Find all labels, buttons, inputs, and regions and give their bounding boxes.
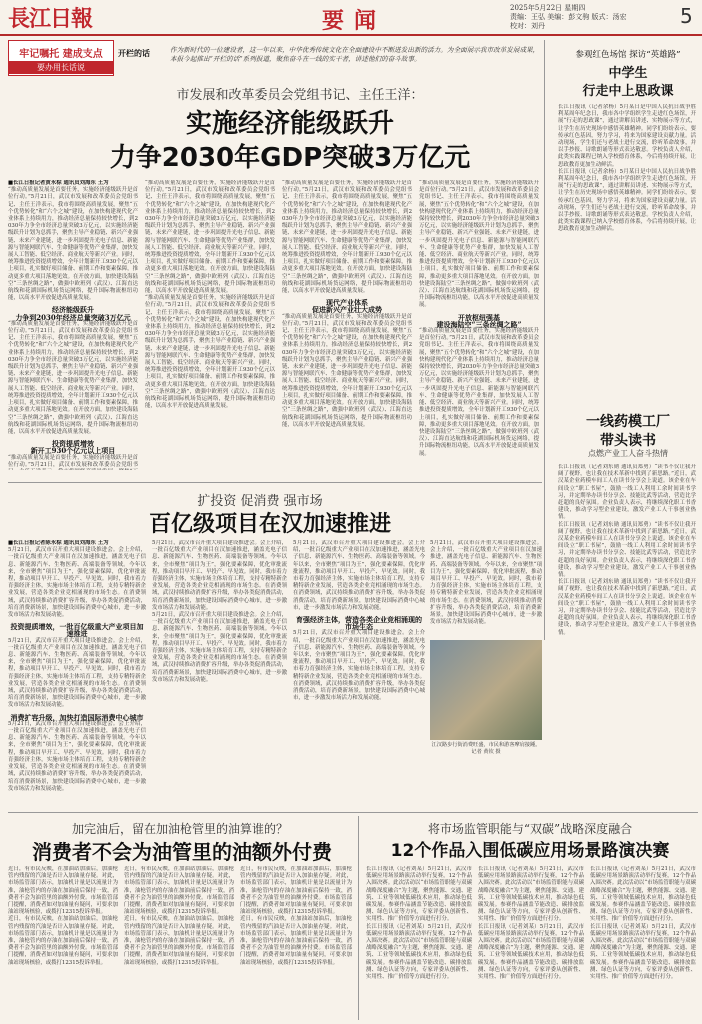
bottom-right-col-1 bbox=[366, 866, 472, 1018]
second-body-4: 5月21日，武汉市召开重大项目建设推进会。会上介绍，一批百亿级重大产业项目在汉加速推进，涵盖光电子信息、新能源汽车、生物医药、高端装备等领域。今年以来，全市聚焦“项目为王”，强化要素保障，优化审批流程，推动项目早开工、早投产、早见效。同时，我市着力育强经济主体，实施市场主体培育工程，支持专精特新企业发展，营造各类企业竞相涌现的市场生态。在消费领域，武汉持续推动消费扩容升级，举办各类促消费活动，培育消费新场景，加快建设国际消费中心城市，进一步激发市场活力和发展动能。 bbox=[430, 540, 542, 626]
street-photo bbox=[430, 640, 542, 740]
lead-body-4b: “推动高质量发展是首要任务，实施经济能级跃升是首位行动。”5月21日，武汉市发展和改革委员会党组书记、主任王洋表示，我市将围绕高质量发展，聚焦“五个优势转化”和“六个之城”建设，在加快构建现代化产业体系上持续用力，推动经济总量保持较快增长，到2030年力争全市经济总量突破3万亿元，以实施经济能级跃升计划为总抓手，聚焦主导产业稳链、新兴产业强链、未来产业建链，进一步巩固提升光电子信息、新能源与智能网联汽车、生命健康等优势产业集群，加快发展人工智能、低空经济、商业航天等新兴产业。同时，统筹推进投资提质增效，全年计划新开工930个亿元以上项目，扎实做好项目储备、前期工作和要素保障，推动更多重大项目落地见效。在开放方面，加快建设海陆空“三条丝绸之路”，做强中欧班列（武汉）、江海直达航线和花湖国际机场货运网络，提升国际物流枢纽功能，以高水平开放促进高质量发展。 bbox=[419, 328, 539, 457]
second-column-3 bbox=[293, 540, 425, 810]
date-info bbox=[510, 4, 626, 31]
lead-body-1: “推动高质量发展是首要任务，实施经济能级跃升是首位行动。”5月21日，武汉市发展和改革委员会党组书记、主任王洋表示，我市将围绕高质量发展，聚焦“五个优势转化”和“六个之城”建设，在加快构建现代化产业体系上持续用力，推动经济总量保持较快增长，到2030年力争全市经济总量突破3万亿元，以实施经济能级跃升计划为总抓手，聚焦主导产业稳链、新兴产业强链、未来产业建链，进一步巩固提升光电子信息、新能源与智能网联汽车、生命健康等优势产业集群，加快发展人工智能、低空经济、商业航天等新兴产业。同时，统筹推进投资提质增效，全年计划新开工930个亿元以上项目，扎实做好项目储备、前期工作和要素保障，推动更多重大项目落地见效。在开放方面，加快建设海陆空“三条丝绸之路”，做强中欧班列（武汉）、江海直达航线和花湖国际机场货运网络，提升国际物流枢纽功能，以高水平开放促进高质量发展。 bbox=[8, 187, 138, 302]
second-body-3: 5月21日，武汉市召开重大项目建设推进会。会上介绍，一批百亿级重大产业项目在汉加速推进，涵盖光电子信息、新能源汽车、生物医药、高端装备等领域。今年以来，全市聚焦“项目为王”，强化要素保障，优化审批流程，推动项目早开工、早投产、早见效。同时，我市着力育强经济主体，实施市场主体培育工程，支持专精特新企业发展，营造各类企业竞相涌现的市场生态。在消费领域，武汉持续推动消费扩容升级，举办各类促消费活动，培育消费新场景，加快建设国际消费中心城市，进一步激发市场活力和发展动能。 bbox=[293, 540, 425, 611]
lead-body-3: “推动高质量发展是首要任务，实施经济能级跃升是首位行动。”5月21日，武汉市发展和改革委员会党组书记、主任王洋表示，我市将围绕高质量发展，聚焦“五个优势转化”和“六个之城”建设，在加快构建现代化产业体系上持续用力，推动经济总量保持较快增长，到2030年力争全市经济总量突破3万亿元，以实施经济能级跃升计划为总抓手，聚焦主导产业稳链、新兴产业强链、未来产业建链，进一步巩固提升光电子信息、新能源与智能网联汽车、生命健康等优势产业集群，加快发展人工智能、低空经济、商业航天等新兴产业。同时，统筹推进投资提质增效，全年计划新开工930个亿元以上项目，扎实做好项目储备、前期工作和要素保障，推动更多重大项目落地见效。在开放方面，加快建设海陆空“三条丝绸之路”，做强中欧班列（武汉）、江海直达航线和花湖国际机场货运网络，提升国际物流枢纽功能，以高水平开放促进高质量发展。 bbox=[282, 180, 412, 295]
newspaper-logo: 長江日報 bbox=[8, 6, 93, 32]
lead-body-1b: “推动高质量发展是首要任务，实施经济能级跃升是首位行动。”5月21日，武汉市发展和改革委员会党组书记、主任王洋表示，我市将围绕高质量发展，聚焦“五个优势转化”和“六个之城”建设，在加快构建现代化产业体系上持续用力，推动经济总量保持较快增长，到2030年力争全市经济总量突破3万亿元，以实施经济能级跃升计划为总抓手，聚焦主导产业稳链、新兴产业强链、未来产业建链，进一步巩固提升光电子信息、新能源与智能网联汽车、生命健康等优势产业集群，加快发展人工智能、低空经济、商业航天等新兴产业。同时，统筹推进投资提质增效，全年计划新开工930个亿元以上项目，扎实做好项目储备、前期工作和要素保障，推动更多重大项目落地见效。在开放方面，加快建设海陆空“三条丝绸之路”，做强中欧班列（武汉）、江海直达航线和花湖国际机场货运网络，提升国际物流枢纽功能，以高水平开放促进高质量发展。 bbox=[8, 320, 138, 435]
right-top-headline-1: 中学生 bbox=[608, 66, 648, 81]
lead-column-4 bbox=[419, 180, 539, 470]
second-column-4 bbox=[430, 540, 542, 638]
bottom-left-text-1b: 近日，有市民反映，在加油站加油后，加油枪管内残留的汽油是否计入加油量存疑。对此，市场监管部门表示，加油机计量是以流量计为准，油枪管内的存油在加油前后保持一致，消费者不会为油管里的油额外付费。市场监管部门提醒，消费者如对加油量有疑问，可要求加油站现场核验，或拨打12315投诉举报。 bbox=[8, 916, 118, 966]
lead-sub-3b: 建设海陆空“三条丝绸之路” bbox=[436, 319, 522, 329]
bottom-right-text-1: 长江日报讯（记者刘某）5月21日，武汉市低碳应用场景路演活动举行复赛，12个作品入围决赛。此次活动以“市场监管职能与双碳战略深度融合”为主题，聚焦能源、交通、建筑、工业等领域低碳技术应用，推动绿色低碳发展。参赛作品涵盖节能改造、碳排放监测、绿色认证等方向，专家评委从创新性、实用性、推广价值等方面进行打分。 bbox=[366, 866, 472, 923]
date-line: 2025年5月22日 星期四 bbox=[510, 4, 586, 12]
second-byline: ■长江日报记者陈永棕 通讯员刘海东 王为 bbox=[8, 540, 109, 546]
second-body-1: 5月21日，武汉市召开重大项目建设推进会。会上介绍，一批百亿级重大产业项目在汉加速推进，涵盖光电子信息、新能源汽车、生物医药、高端装备等领域。今年以来，全市聚焦“项目为王”，强化要素保障，优化审批流程，推动项目早开工、早投产、早见效。同时，我市着力育强经济主体，实施市场主体培育工程，支持专精特新企业发展，营造各类企业竞相涌现的市场生态。在消费领域，武汉持续推动消费扩容升级，举办各类促消费活动，培育消费新场景，加快建设国际消费中心城市，进一步激发市场活力和发展动能。 bbox=[8, 547, 146, 619]
right-top-text-2: 长江日报讯（记者余杨）5月某日是中国人民抗日战争胜利某周年纪念日，我市各中学组织学生走进红色场馆，开展“行走的思政课”，通过讲解员讲述、实物展示等方式，让学生在历史现场中感悟英雄精神。同学们纷纷表示，要传承红色基因，努力学习，将来为国家建设贡献力量。活动现场，学生们还与老战士进行交流，聆听革命故事，并以手抄报、诗歌朗诵等形式表达敬意。学校负责人介绍，此类实践课程已纳入学校德育体系，今后将持续开展，让思政教育更加生动鲜活。 bbox=[558, 168, 696, 233]
right-top-body bbox=[558, 104, 696, 394]
lead-column-1 bbox=[8, 180, 138, 470]
second-kicker: 扩投资 促消费 强市场 bbox=[197, 494, 323, 509]
lead-kicker: 市发展和改革委员会党组书记、主任王洋： bbox=[176, 88, 424, 103]
bottom-left-kicker: 加完油后，留在加油枪管里的油算谁的？ bbox=[71, 822, 288, 836]
bottom-right-text-2b: 长江日报讯（记者刘某）5月21日，武汉市低碳应用场景路演活动举行复赛，12个作品入围决赛。此次活动以“市场监管职能与双碳战略深度融合”为主题，聚焦能源、交通、建筑、工业等领域低碳技术应用，推动绿色低碳发展。参赛作品涵盖节能改造、碳排放监测、绿色认证等方向，专家评委从创新性、实用性、推广价值等方面进行打分。 bbox=[478, 923, 584, 981]
bottom-right-text-2: 长江日报讯（记者刘某）5月21日，武汉市低碳应用场景路演活动举行复赛，12个作品入围决赛。此次活动以“市场监管职能与双碳战略深度融合”为主题，聚焦能源、交通、建筑、工业等领域低碳技术应用，推动绿色低碳发展。参赛作品涵盖节能改造、碳排放监测、绿色认证等方向，专家评委从创新性、实用性、推广价值等方面进行打分。 bbox=[478, 866, 584, 923]
right-mid-text-2: 长江日报讯（记者刘东勋 通讯员郑勇）“读书不仅让我开阔了视野，也让我在技术革新中找到了新思路。”近日，武汉某企业药模车间工人在读书分享会上说道。该企业在车间设立“职工书屋”，鼓励一线工人利用工余时间读书学习，并定期举办读书分享会、技能比武等活动，营造比学赶超的良好氛围。企业负责人表示，将继续深化职工书香建设，推动学习型企业建设，激发产业工人干事创业热情。 bbox=[558, 521, 696, 579]
second-sub-2: 育强经济主体，营造各类企业竞相涌现的市场生态 bbox=[296, 615, 422, 632]
lead-body-3b: “推动高质量发展是首要任务，实施经济能级跃升是首位行动。”5月21日，武汉市发展和改革委员会党组书记、主任王洋表示，我市将围绕高质量发展，聚焦“五个优势转化”和“六个之城”建设，在加快构建现代化产业体系上持续用力，推动经济总量保持较快增长，到2030年力争全市经济总量突破3万亿元，以实施经济能级跃升计划为总抓手，聚焦主导产业稳链、新兴产业强链、未来产业建链，进一步巩固提升光电子信息、新能源与智能网联汽车、生命健康等优势产业集群，加快发展人工智能、低空经济、商业航天等新兴产业。同时，统筹推进投资提质增效，全年计划新开工930个亿元以上项目，扎实做好项目储备、前期工作和要素保障，推动更多重大项目落地见效。在开放方面，加快建设海陆空“三条丝绸之路”，做强中欧班列（武汉）、江海直达航线和花湖国际机场货运网络，提升国际物流枢纽功能，以高水平开放促进高质量发展。 bbox=[282, 313, 412, 428]
story-separator bbox=[8, 482, 542, 483]
lead-sub-1b: 力争到2030年经济总量突破3万亿元 bbox=[15, 312, 131, 322]
right-mid-headline-1: 一线药模工厂 bbox=[586, 414, 670, 430]
right-mid-text-3: 长江日报讯（记者刘东勋 通讯员郑勇）“读书不仅让我开阔了视野，也让我在技术革新中找到了新思路。”近日，武汉某企业药模车间工人在读书分享会上说道。该企业在车间设立“职工书屋”，鼓励一线工人利用工余时间读书学习，并定期举办读书分享会、技能比武等活动，营造比学赶超的良好氛围。企业负责人表示，将继续深化职工书香建设，推动学习型企业建设，激发产业工人干事创业热情。 bbox=[558, 579, 696, 636]
right-top-text: 长江日报讯（记者余杨）5月某日是中国人民抗日战争胜利某周年纪念日，我市各中学组织学生走进红色场馆，开展“行走的思政课”，通过讲解员讲述、实物展示等方式，让学生在历史现场中感悟英雄精神。同学们纷纷表示，要传承红色基因，努力学习，将来为国家建设贡献力量。活动现场，学生们还与老战士进行交流，聆听革命故事，并以手抄报、诗歌朗诵等形式表达敬意。学校负责人介绍，此类实践课程已纳入学校德育体系，今后将持续开展，让思政教育更加生动鲜活。 bbox=[558, 104, 696, 168]
bottom-left-text-2b: 近日，有市民反映，在加油站加油后，加油枪管内残留的汽油是否计入加油量存疑。对此，市场监管部门表示，加油机计量是以流量计为准，油枪管内的存油在加油前后保持一致，消费者不会为油管里的油额外付费。市场监管部门提醒，消费者如对加油量有疑问，可要求加油站现场核验，或拨打12315投诉举报。 bbox=[124, 916, 234, 966]
column-logo-title: 牢记嘱托 建成支点 bbox=[19, 49, 103, 60]
lead-body-2: “推动高质量发展是首要任务，实施经济能级跃升是首位行动。”5月21日，武汉市发展和改革委员会党组书记、主任王洋表示，我市将围绕高质量发展，聚焦“五个优势转化”和“六个之城”建设，在加快构建现代化产业体系上持续用力，推动经济总量保持较快增长，到2030年力争全市经济总量突破3万亿元，以实施经济能级跃升计划为总抓手，聚焦主导产业稳链、新兴产业强链、未来产业建链，进一步巩固提升光电子信息、新能源与智能网联汽车、生命健康等优势产业集群，加快发展人工智能、低空经济、商业航天等新兴产业。同时，统筹推进投资提质增效，全年计划新开工930个亿元以上项目，扎实做好项目储备、前期工作和要素保障，推动更多重大项目落地见效。在开放方面，加快建设海陆空“三条丝绸之路”，做强中欧班列（武汉）、江海直达航线和花湖国际机场货运网络，提升国际物流枢纽功能，以高水平开放促进高质量发展。 bbox=[145, 180, 275, 295]
right-mid-kicker: 点燃产业工人奋斗热情 bbox=[588, 449, 668, 458]
second-body-1c: 5月21日，武汉市召开重大项目建设推进会。会上介绍，一批百亿级重大产业项目在汉加速推进，涵盖光电子信息、新能源汽车、生物医药、高端装备等领域。今年以来，全市聚焦“项目为王”，强化要素保障，优化审批流程，推动项目早开工、早投产、早见效。同时，我市着力育强经济主体，实施市场主体培育工程，支持专精特新企业发展，营造各类企业竞相涌现的市场生态。在消费领域，武汉持续推动消费扩容升级，举办各类促消费活动，培育消费新场景，加快建设国际消费中心城市，进一步激发市场活力和发展动能。 bbox=[8, 720, 146, 792]
lead-sub-2b: 新开工930个亿元以上项目 bbox=[30, 446, 116, 456]
lead-body-1c: “推动高质量发展是首要任务，实施经济能级跃升是首位行动。”5月21日，武汉市发展和改革委员会党组书 bbox=[8, 454, 138, 468]
bottom-left-col-2 bbox=[124, 866, 234, 1018]
bottom-divider bbox=[358, 816, 359, 1020]
lead-sub-1: 经济能级跃升 bbox=[52, 305, 94, 315]
second-body-1b: 5月21日，武汉市召开重大项目建设推进会。会上介绍，一批百亿级重大产业项目在汉加速推进，涵盖光电子信息、新能源汽车、生物医药、高端装备等领域。今年以来，全市聚焦“项目为王”，强化要素保障，优化审批流程，推动项目早开工、早投产、早见效。同时，我市着力育强经济主体，实施市场主体培育工程，支持专精特新企业发展，营造各类企业竞相涌现的市场生态。在消费领域，武汉持续推动消费扩容升级，举办各类促消费活动，培育消费新场景，加快建设国际消费中心城市，进一步激发市场活力和发展动能。 bbox=[8, 637, 146, 709]
lead-headline-2: 力争2030年GDP突破3万亿元 bbox=[109, 143, 471, 173]
second-sub-1: 投资提质增效，一批百亿级重大产业项目加速推进 bbox=[10, 622, 144, 639]
page-number: 5 bbox=[680, 4, 693, 28]
right-mid-text: 长江日报讯（记者刘东勋 通讯员郑勇）“读书不仅让我开阔了视野，也让我在技术革新中找到了新思路。”近日，武汉某企业药模车间工人在读书分享会上说道。该企业在车间设立“职工书屋”，鼓励一线工人利用工余时间读书学习，并定期举办读书分享会、技能比武等活动，营造比学赶超的良好氛围。企业负责人表示，将继续深化职工书香建设，推动学习型企业建设，激发产业工人干事创业热情。 bbox=[558, 464, 696, 521]
bottom-right-text-3: 长江日报讯（记者刘某）5月21日，武汉市低碳应用场景路演活动举行复赛，12个作品入围决赛。此次活动以“市场监管职能与双碳战略深度融合”为主题，聚焦能源、交通、建筑、工业等领域低碳技术应用，推动绿色低碳发展。参赛作品涵盖节能改造、碳排放监测、绿色认证等方向，专家评委从创新性、实用性、推广价值等方面进行打分。 bbox=[590, 866, 696, 923]
bottom-right-col-3 bbox=[590, 866, 696, 1018]
lead-column-3 bbox=[282, 180, 412, 470]
bottom-right-col-2 bbox=[478, 866, 584, 1018]
lead-sub-4: 现代产业体系 bbox=[326, 298, 368, 308]
lead-body-4: “推动高质量发展是首要任务，实施经济能级跃升是首位行动。”5月21日，武汉市发展和改革委员会党组书记、主任王洋表示，我市将围绕高质量发展，聚焦“五个优势转化”和“六个之城”建设，在加快构建现代化产业体系上持续用力，推动经济总量保持较快增长，到2030年力争全市经济总量突破3万亿元，以实施经济能级跃升计划为总抓手，聚焦主导产业稳链、新兴产业强链、未来产业建链，进一步巩固提升光电子信息、新能源与智能网联汽车、生命健康等优势产业集群，加快发展人工智能、低空经济、商业航天等新兴产业。同时，统筹推进投资提质增效，全年计划新开工930个亿元以上项目，扎实做好项目储备、前期工作和要素保障，推动更多重大项目落地见效。在开放方面，加快建设海陆空“三条丝绸之路”，做强中欧班列（武汉）、江海直达航线和花湖国际机场货运网络，提升国际物流枢纽功能，以高水平开放促进高质量发展。 bbox=[419, 180, 539, 309]
lead-byline: ■长江日报记者黄永棕 通讯员刘海东 王为 bbox=[8, 180, 109, 186]
bottom-left-text-3b: 近日，有市民反映，在加油站加油后，加油枪管内残留的汽油是否计入加油量存疑。对此，市场监管部门表示，加油机计量是以流量计为准，油枪管内的存油在加油前后保持一致，消费者不会为油管里的油额外付费。市场监管部门提醒，消费者如对加油量有疑问，可要求加油站现场核验，或拨打12315投诉举报。 bbox=[240, 916, 352, 966]
lead-headline-1: 实施经济能级跃升 bbox=[185, 109, 394, 139]
lead-body-2b: “推动高质量发展是首要任务，实施经济能级跃升是首位行动。”5月21日，武汉市发展和改革委员会党组书记、主任王洋表示，我市将围绕高质量发展，聚焦“五个优势转化”和“六个之城”建设，在加快构建现代化产业体系上持续用力，推动经济总量保持较快增长，到2030年力争全市经济总量突破3万亿元，以实施经济能级跃升计划为总抓手，聚焦主导产业稳链、新兴产业强链、未来产业建链，进一步巩固提升光电子信息、新能源与智能网联汽车、生命健康等优势产业集群，加快发展人工智能、低空经济、商业航天等新兴产业。同时，统筹推进投资提质增效，全年计划新开工930个亿元以上项目，扎实做好项目储备、前期工作和要素保障，推动更多重大项目落地见效。在开放方面，加快建设海陆空“三条丝绸之路”，做强中欧班列（武汉）、江海直达航线和花湖国际机场货运网络，提升国际物流枢纽功能，以高水平开放促进高质量发展。 bbox=[145, 295, 275, 410]
bottom-left-text-3: 近日，有市民反映，在加油站加油后，加油枪管内残留的汽油是否计入加油量存疑。对此，市场监管部门表示，加油机计量是以流量计为准，油枪管内的存油在加油前后保持一致，消费者不会为油管里的油额外付费。市场监管部门提醒，消费者如对加油量有疑问，可要求加油站现场核验，或拨打12315投诉举报。 bbox=[240, 866, 352, 916]
bottom-right-kicker: 将市场监管职能与“双碳”战略深度融合 bbox=[427, 822, 633, 836]
section-title: 要闻 bbox=[322, 8, 387, 34]
bottom-right-headline: 12个作品入围低碳应用场景路演决赛 bbox=[390, 841, 670, 861]
right-mid-headline-2: 带头读书 bbox=[600, 433, 656, 449]
lead-sub-4b: 促进新兴产业壮大成势 bbox=[312, 305, 382, 315]
second-column-2 bbox=[152, 540, 287, 810]
column-logo-box bbox=[8, 40, 114, 76]
opening-text: 作为新时代的一位建设者，这一年以来，中华优秀传统文化在全面建设中不断迸发出新的活力。为全面展示我市改革发展成果，本报今起推出“开栏的话”系列报道，聚焦奋斗在一线的实干者，讲述他们的奋斗故事。 bbox=[170, 46, 540, 63]
bottom-separator bbox=[8, 812, 698, 813]
second-sub-3: 消费扩容升级，加快打造国际消费中心城市 bbox=[10, 712, 144, 722]
right-top-kicker: 参观红色场馆 探访“英雄路” bbox=[575, 50, 681, 60]
column-divider bbox=[544, 40, 545, 640]
bottom-right-text-1b: 长江日报讯（记者刘某）5月21日，武汉市低碳应用场景路演活动举行复赛，12个作品入围决赛。此次活动以“市场监管职能与双碳战略深度融合”为主题，聚焦能源、交通、建筑、工业等领域低碳技术应用，推动绿色低碳发展。参赛作品涵盖节能改造、碳排放监测、绿色认证等方向，专家评委从创新性、实用性、推广价值等方面进行打分。 bbox=[366, 923, 472, 981]
bottom-right-text-3b: 长江日报讯（记者刘某）5月21日，武汉市低碳应用场景路演活动举行复赛，12个作品入围决赛。此次活动以“市场监管职能与双碳战略深度融合”为主题，聚焦能源、交通、建筑、工业等领域低碳技术应用，推动绿色低碳发展。参赛作品涵盖节能改造、碳排放监测、绿色认证等方向，专家评委从创新性、实用性、推广价值等方面进行打分。 bbox=[590, 923, 696, 981]
second-headline: 百亿级项目在汉加速推进 bbox=[148, 512, 391, 537]
second-body-2b: 5月21日，武汉市召开重大项目建设推进会。会上介绍，一批百亿级重大产业项目在汉加速推进，涵盖光电子信息、新能源汽车、生物医药、高端装备等领域。今年以来，全市聚焦“项目为王”，强化要素保障，优化审批流程，推动项目早开工、早投产、早见效。同时，我市着力育强经济主体，实施市场主体培育工程，支持专精特新企业发展，营造各类企业竞相涌现的市场生态。在消费领域，武汉持续推动消费扩容升级，举办各类促消费活动，培育消费新场景，加快建设国际消费中心城市，进一步激发市场活力和发展动能。 bbox=[152, 612, 287, 683]
second-body-2: 5月21日，武汉市召开重大项目建设推进会。会上介绍，一批百亿级重大产业项目在汉加速推进，涵盖光电子信息、新能源汽车、生物医药、高端装备等领域。今年以来，全市聚焦“项目为王”，强化要素保障，优化审批流程，推动项目早开工、早投产、早见效。同时，我市着力育强经济主体，实施市场主体培育工程，支持专精特新企业发展，营造各类企业竞相涌现的市场生态。在消费领域，武汉持续推动消费扩容升级，举办各类促消费活动，培育消费新场景，加快建设国际消费中心城市，进一步激发市场活力和发展动能。 bbox=[152, 540, 287, 611]
bottom-left-col-1 bbox=[8, 866, 118, 1018]
column-logo-band: 要办用长话说 bbox=[9, 61, 113, 74]
bottom-left-headline: 消费者不会为油管里的油额外付费 bbox=[32, 840, 332, 864]
second-column-1 bbox=[8, 540, 146, 810]
lead-sub-2: 投资提质增效 bbox=[52, 439, 94, 449]
editor-line: 责编：王弘 美编：彭文驹 版式：汤宏 bbox=[510, 13, 627, 21]
lead-column-2 bbox=[145, 180, 275, 470]
lead-sub-3: 开放枢纽强基 bbox=[458, 312, 500, 322]
right-top-headline-2: 行走中上思政课 bbox=[582, 84, 674, 99]
bottom-left-col-3 bbox=[240, 866, 352, 1018]
opening-label: 开栏的话 bbox=[118, 48, 150, 58]
proof-line: 校对：刘丹 bbox=[510, 22, 545, 30]
bottom-left-text-1: 近日，有市民反映，在加油站加油后，加油枪管内残留的汽油是否计入加油量存疑。对此，市场监管部门表示，加油机计量是以流量计为准，油枪管内的存油在加油前后保持一致，消费者不会为油管里的油额外付费。市场监管部门提醒，消费者如对加油量有疑问，可要求加油站现场核验，或拨打12315投诉举报。 bbox=[8, 866, 118, 916]
photo-caption: 江汉路步行街消费旺盛，市民和游客摩肩接踵。 记者 黄钦 摄 bbox=[431, 742, 541, 755]
right-mid-body bbox=[558, 464, 696, 804]
bottom-left-text-2: 近日，有市民反映，在加油站加油后，加油枪管内残留的汽油是否计入加油量存疑。对此，市场监管部门表示，加油机计量是以流量计为准，油枪管内的存油在加油前后保持一致，消费者不会为油管里的油额外付费。市场监管部门提醒，消费者如对加油量有疑问，可要求加油站现场核验，或拨打12315投诉举报。 bbox=[124, 866, 234, 916]
second-body-3b: 5月21日，武汉市召开重大项目建设推进会。会上介绍，一批百亿级重大产业项目在汉加速推进，涵盖光电子信息、新能源汽车、生物医药、高端装备等领域。今年以来，全市聚焦“项目为王”，强化要素保障，优化审批流程，推动项目早开工、早投产、早见效。同时，我市着力育强经济主体，实施市场主体培育工程，支持专精特新企业发展，营造各类企业竞相涌现的市场生态。在消费领域，武汉持续推动消费扩容升级，举办各类促消费活动，培育消费新场景，加快建设国际消费中心城市，进一步激发市场活力和发展动能。 bbox=[293, 630, 425, 702]
